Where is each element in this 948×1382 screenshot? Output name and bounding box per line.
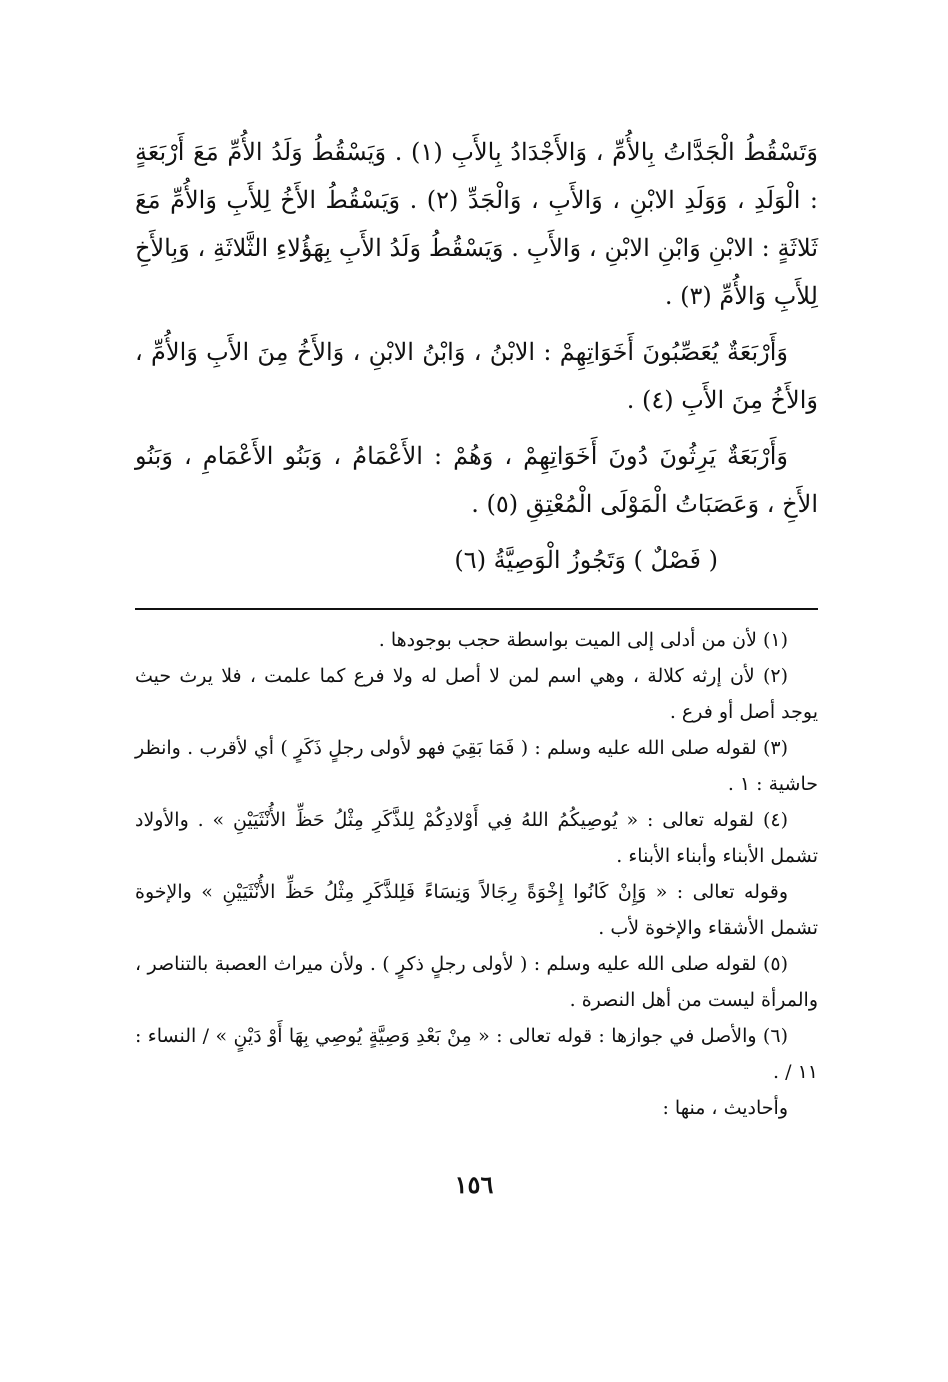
footnote-3: (٣) لقوله صلى الله عليه وسلم : ( فَمَا بَقِيَ فهو لأولى رجلٍ ذَكَرٍ ) أي لأقرب . وانظر حاشية : ١ . — [135, 737, 818, 795]
footnote-5: (٥) لقوله صلى الله عليه وسلم : ( لأولى رجلٍ ذكرٍ ) . ولأن ميراث العصبة بالتناصر ، والمرأة ليست من أهل النصرة . — [135, 953, 818, 1011]
section-heading: ( فَصْلٌ ) وَتَجُوزُ الْوَصِيَّةُ (٦) — [454, 546, 718, 574]
footnote-6-continued: وأحاديث ، منها : — [662, 1097, 788, 1119]
footnote-divider — [135, 608, 818, 610]
footnotes — [135, 622, 818, 1126]
main-text — [135, 128, 818, 528]
main-paragraph-2: وَأَرْبَعَةٌ يُعَصِّبُونَ أَخَوَاتِهِمْ : الابْنُ ، وَابْنُ الابْنِ ، وَالأَخُ مِنَ الأَبِ وَالأُمِّ ، وَالأَخُ مِنَ الأَبِ (٤) . — [135, 338, 818, 414]
page-number: ١٥٦ — [454, 1170, 494, 1199]
footnote-6: (٦) والأصل في جوازها : قوله تعالى : « مِنْ بَعْدِ وَصِيَّةٍ يُوصِي بِهَا أَوْ دَيْنٍ » / النساء : ١١ / . — [135, 1025, 818, 1083]
footnote-4-continued: وقوله تعالى : « وَإِنْ كَانُوا إِخْوَةً رِجَالاً وَنِسَاءً فَلِلذَّكَرِ مِثْلُ حَظِّ الأُنْثَيَيْنِ » والإخوة تشمل الأشقاء والإخوة لأب . — [135, 881, 818, 939]
footnote-4: (٤) لقوله تعالى : « يُوصِيكُمُ اللهُ فِي أَوْلادِكُمْ لِلذَّكَرِ مِثْلُ حَظِّ الأُنْثَيَيْنِ » . والأولاد تشمل الأبناء وأبناء الأبناء . — [135, 809, 818, 867]
main-paragraph-3: وَأَرْبَعَةٌ يَرِثُونَ دُونَ أَخَوَاتِهِمْ ، وَهُمْ : الأَعْمَامُ ، وَبَنُو الأَعْمَامِ ، وَبَنُو الأَخِ ، وَعَصَبَاتُ الْمَوْلَى الْمُعْتِقِ (٥) . — [135, 442, 818, 518]
footnote-1: (١) لأن من أدلى إلى الميت بواسطة حجب بوجودها . — [378, 629, 788, 651]
footnote-2: (٢) لأن إرثه كلالة ، وهي اسم لمن لا أصل له ولا فرع كما علمت ، فلا يرث حيث يوجد أصل أو فرع . — [135, 665, 818, 723]
main-paragraph-1: وَتَسْقُطُ الْجَدَّاتُ بِالأُمِّ ، وَالأَجْدَادُ بِالأَبِ (١) . وَيَسْقُطُ وَلَدُ الأُمِّ مَعَ أَرْبَعَةٍ : الْوَلَدِ ، وَوَلَدِ الابْنِ ، وَالأَبِ ، وَالْجَدِّ (٢) . وَيَسْقُطُ الأَخُ لِلأَبِ وَالأُمِّ مَعَ ثَلاثَةٍ : الابْنِ وَابْنِ الابْنِ ، وَالأَبِ . وَيَسْقُطُ وَلَدُ الأَبِ بِهَؤُلاءِ الثَّلاثَةِ ، وَبِالأَخِ لِلأَبِ وَالأُمِّ (٣) . — [135, 138, 818, 310]
